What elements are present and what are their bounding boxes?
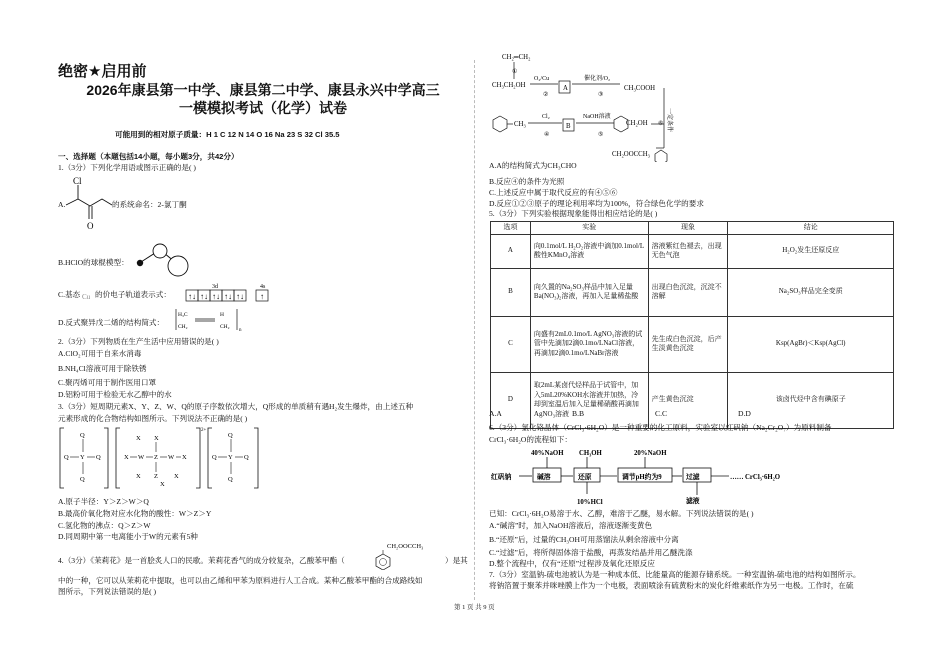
- q1-option-a-text: 的系统命名：2-氯丁酮: [112, 200, 187, 209]
- catalyst-label: 催化剂/O₂: [584, 76, 611, 82]
- col-experiment: 实验: [530, 222, 648, 235]
- q1-option-a-prefix: A.: [58, 200, 66, 209]
- q4-option-c: C.上述反应中属于取代反应的有④⑤⑥: [489, 188, 618, 197]
- q2-option-b: B.NH₄Cl溶液可用于除铁锈: [58, 364, 147, 373]
- q1-option-d: D.反式聚异戊二烯的结构简式：: [58, 318, 165, 327]
- svg-text:红矾钠: 红矾钠: [491, 474, 512, 481]
- q7-stem-2: 将钠箔置于聚苯并咪唑膜上作为一个电极，表面喷涂有硫黄粉末的炭化纤维素纸作为另一电极。工作时，在硫: [489, 581, 854, 590]
- q1-option-b: B.HClO的球棍模型：: [58, 258, 129, 267]
- svg-text:CH₂: CH₂: [178, 324, 188, 330]
- q6-stem: 6.（3分）氯化铬晶体（CrCl₃·6H₂O）是一种重要的化工原料，实验室以红矾钠（Na₂Cr₂O₇）为原料制备: [489, 423, 832, 432]
- q1-option-c-text: 的价电子轨道表示式：: [95, 290, 171, 299]
- svg-text:Y: Y: [80, 454, 85, 461]
- q5-answer-b: B.B: [572, 409, 585, 418]
- q5-answer-c: C.C: [655, 409, 668, 418]
- svg-text:Z: Z: [154, 454, 158, 461]
- svg-text:↑↓: ↑↓: [224, 292, 232, 301]
- svg-text:↑↓: ↑↓: [188, 292, 196, 301]
- svg-text:↑↓: ↑↓: [212, 292, 220, 301]
- svg-text:CH₂: CH₂: [220, 324, 230, 330]
- svg-text:①: ①: [512, 69, 518, 75]
- ethylene-label: CH₂═CH₂: [502, 54, 531, 61]
- table-row: C 向盛有2mL0.1mo/L AgNO₃溶液的试管中先滴加2滴0.1mo/LNaCl溶液，再滴加2滴0.1mo/LNaBr溶液 先生成白色沉淀，后产生淡黄色沉淀 Ksp(AgBr)＜Ksp(AgCl): [491, 316, 894, 372]
- benzyl-alcohol-label: CH₂OH: [626, 120, 648, 127]
- svg-text:③: ③: [598, 92, 604, 98]
- svg-text:X: X: [182, 454, 187, 461]
- q2-stem: 2.（3分）下列物质在生产生活中应用错误的是( ): [58, 337, 219, 346]
- q7-stem: 7.（3分）室温钠-硫电池被认为是一种成本低、比能量高的能源存储系统。一种室温钠-硫电池的结构如图所示。: [489, 570, 861, 579]
- charge-label: 2+: [201, 428, 207, 433]
- q4-stem-end: ）是其: [445, 556, 468, 565]
- svg-text:W: W: [138, 454, 145, 461]
- svg-text:3d: 3d: [212, 284, 218, 290]
- svg-text:X: X: [124, 454, 129, 461]
- q6-stem-2: CrCl₃·6H₂O的流程如下：: [489, 435, 572, 444]
- svg-text:10%HCl: 10%HCl: [577, 499, 603, 506]
- q6-option-d: D.整个流程中，仅有“还原”过程涉及氧化还原反应: [489, 559, 655, 568]
- q4-option-a: A.A的结构简式为CH₃CHO: [489, 161, 577, 170]
- q5-stem: 5.（3分）下列实验根据现象能得出相应结论的是( ): [489, 209, 658, 218]
- svg-text:④: ④: [544, 132, 550, 138]
- page-number: 第 1 页 共 9 页: [454, 604, 495, 611]
- q6-option-b: B.“还原”后，过量的CH₃OH可用蒸馏法从剩余溶液中分离: [489, 535, 679, 544]
- svg-text:CrCl₃·6H₂O: CrCl₃·6H₂O: [745, 474, 781, 481]
- svg-text:X: X: [160, 481, 165, 488]
- svg-text:Y: Y: [228, 454, 233, 461]
- svg-text:碱溶: 碱溶: [537, 474, 551, 481]
- q3-option-c: C.氢化物的沸点：Q＞Z＞W: [58, 521, 151, 530]
- table-row: D 取2mL某卤代烃样品于试管中，加入5mL20%KOH水溶液并加热，冷却到室温后加入足量稀硝酸再滴加AgNO₃溶液 产生黄色沉淀 该卤代烃中含有碘原子: [491, 372, 894, 428]
- box-a-label: A: [563, 85, 568, 92]
- svg-text:Q: Q: [244, 454, 249, 461]
- column-divider: [474, 60, 475, 600]
- secret-label: 绝密★启用前: [58, 63, 147, 80]
- svg-text:X: X: [174, 473, 179, 480]
- q2-option-a: A.ClO₂可用于自来水消毒: [58, 349, 142, 358]
- svg-text:CH₂OOCCH₃: CH₂OOCCH₃: [387, 543, 424, 550]
- hclo-ball-stick-model: [130, 240, 190, 280]
- q3-option-d: D.同周期中第一电离能小于W的元素有5种: [58, 532, 198, 541]
- q2-option-c: C.聚丙烯可用于制作医用口罩: [58, 378, 157, 387]
- svg-text:还原: 还原: [578, 474, 592, 481]
- svg-text:4s: 4s: [260, 284, 266, 290]
- svg-text:CH₃OH: CH₃OH: [579, 450, 602, 457]
- q4-option-d: D.反应①②③原子的理论利用率均为100%，符合绿色化学的要求: [489, 199, 704, 208]
- svg-text:Z: Z: [154, 473, 158, 480]
- col-observation: 现象: [648, 222, 728, 235]
- acetic-acid-label: CH₃COOH: [624, 85, 656, 92]
- svg-text:Q: Q: [64, 454, 69, 461]
- synthesis-route-diagram: [486, 50, 686, 162]
- svg-text:40%NaOH: 40%NaOH: [531, 450, 564, 457]
- svg-text:↑: ↑: [260, 292, 264, 301]
- svg-text:Q: Q: [228, 476, 233, 483]
- q3-stem-2: 元素形成的化合物结构如图所示。下列说法不正确的是( ): [58, 414, 248, 423]
- process-flow-diagram: [489, 446, 789, 508]
- svg-text:n: n: [239, 328, 242, 332]
- cl2-label: Cl₂: [542, 114, 550, 120]
- q3-compound-structure: [58, 426, 268, 492]
- q5-answer-d: D.D: [738, 409, 751, 418]
- experiment-table: [490, 221, 894, 429]
- chlorine-label: Cl: [73, 176, 82, 186]
- svg-text:Q: Q: [228, 432, 233, 439]
- polyisoprene-structure: [175, 306, 245, 332]
- q3-option-b: B.最高价氧化物对应水化物的酸性：W＞Z＞Y: [58, 509, 212, 518]
- cu-symbol: Cu: [82, 293, 91, 301]
- q6-option-c: C.“过滤”后，将所得固体溶于盐酸，再蒸发结晶并用乙醚洗涤: [489, 548, 693, 557]
- exam-title-line1: 2026年康县第一中学、康县第二中学、康县永兴中学高三: [86, 82, 440, 98]
- svg-text:Q: Q: [80, 476, 85, 483]
- q4-option-b: B.反应④的条件为光照: [489, 177, 565, 186]
- table-row: A 向0.1mol/L H₂O₂溶液中滴加0.1mol/L酸性KMnO₄溶液 溶液紫红色褪去，出现无色气泡 H₂O₂发生还原反应: [491, 234, 894, 268]
- col-conclusion: 结论: [728, 222, 894, 235]
- col-option: 选项: [491, 222, 531, 235]
- q3-stem: 3.（3分）短周期元素X、Y、Z、W、Q的原子序数依次增大，Q形成的单质稍有遇H₂发生爆炸，由上述五种: [58, 402, 414, 411]
- product-label: CH₂OOCCH₃: [612, 151, 650, 158]
- svg-text:⑤: ⑤: [598, 132, 604, 138]
- condition-label: 一定条件: [666, 108, 672, 133]
- q5-answer-a: A.A: [489, 409, 502, 418]
- o2cu-label: O₂/Cu: [534, 76, 550, 82]
- svg-text:X: X: [136, 435, 141, 442]
- q2-option-d: D.铝粉可用于检验无水乙醇中的水: [58, 390, 172, 399]
- svg-text:↑↓: ↑↓: [200, 292, 208, 301]
- q4-stem: 4.（3分）《茉莉花》是一首脍炙人口的民歌。茉莉花香气的成分较复杂，乙酸苯甲酯（: [58, 556, 345, 565]
- svg-text:Q: Q: [80, 432, 85, 439]
- section-title: 一、选择题（本题包括14小题，每小题3分，共42分）: [58, 152, 239, 161]
- exam-title-line2: 一模模拟考试（化学）试卷: [179, 100, 347, 116]
- naoh-label: NaOH溶液: [583, 114, 611, 120]
- svg-text:X: X: [154, 435, 159, 442]
- svg-text:↑↓: ↑↓: [236, 292, 244, 301]
- atomic-mass-note: 可能用到的相对原子质量：H 1 C 12 N 14 O 16 Na 23 S 32 Cl 35.5: [115, 130, 340, 139]
- svg-text:⑥: ⑥: [658, 121, 664, 127]
- q6-known: 已知：CrCl₃·6H₂O易溶于水、乙醇，难溶于乙醚，易水解。下列说法错误的是( ): [489, 509, 754, 518]
- benzyl-acetate-structure: [365, 540, 443, 570]
- toluene-ch3-label: CH₃: [514, 121, 526, 128]
- chloro-ketone-structure: [64, 175, 114, 231]
- svg-text:……: ……: [730, 474, 744, 481]
- oxygen-label: O: [87, 221, 94, 231]
- svg-text:Q: Q: [96, 454, 101, 461]
- q1-stem: 1.（3分）下列化学用语或图示正确的是( ): [58, 163, 196, 172]
- q3-option-a: A.原子半径：Y＞Z＞W＞Q: [58, 497, 149, 506]
- table-header-row: [491, 222, 894, 235]
- svg-text:Q: Q: [212, 454, 217, 461]
- svg-text:调节pH约为9: 调节pH约为9: [622, 474, 662, 481]
- svg-text:滤液: 滤液: [686, 498, 700, 505]
- svg-text:过滤: 过滤: [686, 474, 700, 481]
- svg-text:H: H: [220, 312, 224, 318]
- table-row: B 向久置的Na₂SO₃样品中加入足量Ba(NO₃)₂溶液，再加入足量稀盐酸 出现白色沉淀，沉淀不溶解 Na₂SO₃样品完全变质: [491, 268, 894, 316]
- svg-text:20%NaOH: 20%NaOH: [634, 450, 667, 457]
- q4-line-2: 中的一种，它可以从茉莉花中提取，也可以由乙烯和甲苯为原料进行人工合成。某种乙酸苯甲酯的合成路线如: [58, 576, 423, 585]
- box-b-label: B: [566, 123, 571, 130]
- svg-text:W: W: [168, 454, 175, 461]
- q4-line-3: 图所示，下列说法错误的是( ): [58, 587, 157, 596]
- svg-text:H₃C: H₃C: [178, 312, 188, 318]
- svg-text:②: ②: [543, 92, 549, 98]
- q6-option-a: A.“碱溶”时，加入NaOH溶液后，溶液逐渐变黄色: [489, 521, 653, 530]
- orbital-diagram: [182, 281, 272, 303]
- ethanol-label: CH₃CH₂OH: [492, 82, 526, 89]
- svg-text:X: X: [136, 473, 141, 480]
- q1-option-c-prefix: C.基态: [58, 290, 81, 299]
